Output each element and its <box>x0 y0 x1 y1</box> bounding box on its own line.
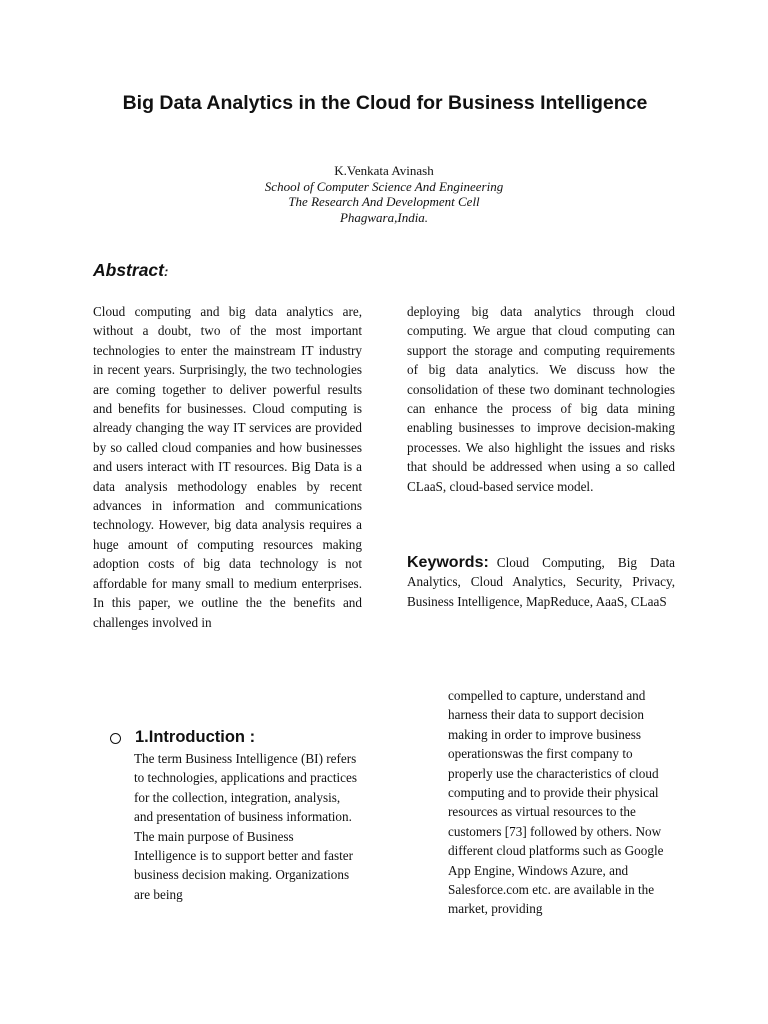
keywords-label: Keywords: <box>407 554 489 571</box>
abstract-heading <box>93 259 168 283</box>
affiliation-line: School of Computer Science And Engineering <box>264 178 504 194</box>
author-name: K.Venkata Avinash <box>334 163 434 178</box>
section-heading-introduction: 1.Introduction : <box>135 728 256 746</box>
introduction-column-left: The term Business Intelligence (BI) refers to technologies, applications and practices for the collection, integration, analysis, and presentation of business information. The main purpose of Business Intelligence is to support better and faster business decision making. Organizations are being <box>134 751 358 902</box>
keywords-block <box>407 553 675 611</box>
abstract-colon: : <box>164 264 169 279</box>
affiliation-line: Phagwara,India. <box>339 209 429 225</box>
paper-title: Big Data Analytics in the Cloud for Business Intelligence <box>122 92 648 114</box>
author-block <box>134 163 634 225</box>
abstract-column-left: Cloud computing and big data analytics are, without a doubt, two of the most important technologies to enter the mainstream IT industry in recent years. Surprisingly, the two technologies are coming together to deliver powerful results and benefits for businesses. Cloud computing is already changing the way IT services are provided by so called cloud companies and how businesses and users interact with IT resources. Big Data is a data analysis methodology enables by recent advances in information and communications technology. However, big data analysis requires a huge amount of computing resources making adoption costs of big data technology is not affordable for many small to medium enterprises. In this paper, we outline the the benefits and challenges involved in <box>93 304 362 630</box>
introduction-column-right: compelled to capture, understand and harness their data to support decision making in order to improve business operationswas the first company to properly use the characteristics of cloud computing and to provide their physical resources as virtual resources to the customers [73] followed by others. Now different cloud platforms such as Google App Engine, Windows Azure, and Salesforce.com etc. are available in the market, providing <box>448 688 664 917</box>
keywords-text: Cloud Computing, Big Data Analytics, Cloud Analytics, Security, Privacy, Business Intelligence, MapReduce, AaaS, CLaaS <box>407 555 675 609</box>
abstract-label: Abstract <box>93 260 164 280</box>
hollow-circle-bullet-icon <box>110 731 123 744</box>
abstract-column-right: deploying big data analytics through cloud computing. We argue that cloud computing can support the storage and computing requirements of big data analytics. We discuss how the consolidation of these two dominant technologies can enhance the process of big data mining enabling businesses to improve decision-making processes. We also highlight the issues and risks that should be addressed when using a so called CLaaS, cloud-based service model. <box>407 304 675 494</box>
affiliation-line: The Research And Development Cell <box>288 194 480 209</box>
